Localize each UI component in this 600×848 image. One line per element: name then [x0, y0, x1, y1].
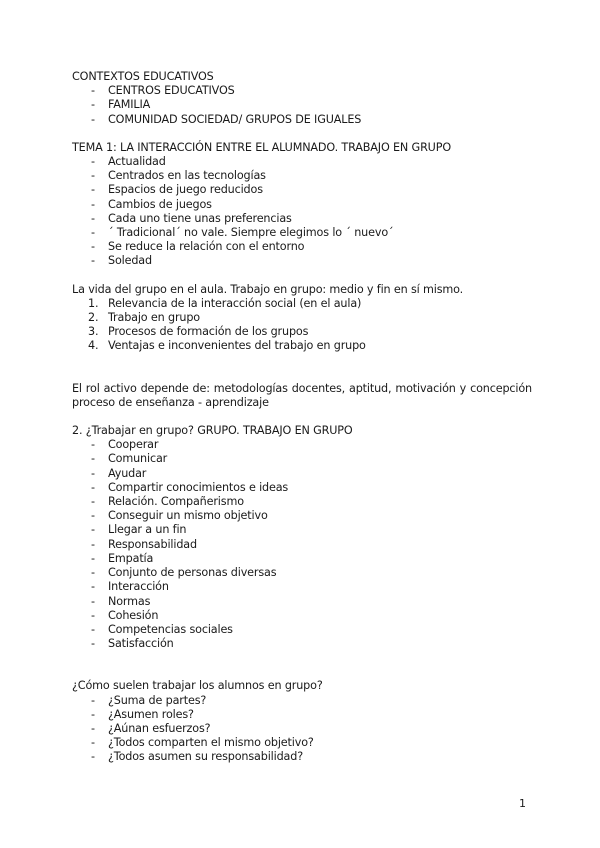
list-item: - ¿Asumen roles?: [72, 708, 532, 722]
section-heading-como: ¿Cómo suelen trabajar los alumnos en grupo?: [72, 679, 323, 693]
vida-numbered-list: [72, 297, 532, 354]
como-list: [72, 694, 532, 765]
list-item: - Centrados en las tecnologías: [72, 169, 532, 183]
list-item: - Cohesión: [72, 609, 532, 623]
tema1-list: [72, 155, 532, 269]
section-heading-contextos: CONTEXTOS EDUCATIVOS: [72, 70, 214, 83]
list-item: 3. Procesos de formación de los grupos: [88, 325, 309, 339]
page-number: 1: [519, 797, 526, 810]
list-item: - Interacción: [72, 580, 532, 594]
list-item: - Llegar a un fin: [72, 523, 532, 537]
list-item: - Espacios de juego reducidos: [72, 183, 532, 197]
list-item: - Empatía: [72, 552, 532, 566]
list-item: - Soledad: [72, 254, 532, 268]
list-item: - Compartir conocimientos e ideas: [72, 481, 532, 495]
list-item: - Competencias sociales: [72, 623, 532, 637]
list-item: - Cada uno tiene unas preferencias: [72, 212, 532, 226]
list-item: - Cooperar: [72, 438, 532, 452]
list-item: - Ayudar: [72, 467, 532, 481]
list-item: - ¿Suma de partes?: [72, 694, 532, 708]
list-item: - CENTROS EDUCATIVOS: [72, 84, 532, 98]
contextos-list: [72, 84, 532, 127]
list-item: - ¿Todos asumen su responsabilidad?: [72, 750, 532, 764]
list-item: - Satisfacción: [72, 637, 532, 651]
list-item: - FAMILIA: [72, 98, 532, 112]
trabajar-list: [72, 438, 532, 651]
list-item: 2. Trabajo en grupo: [88, 311, 200, 325]
list-item: - Se reduce la relación con el entorno: [72, 240, 532, 254]
list-item: - ¿Aúnan esfuerzos?: [72, 722, 532, 736]
list-item: - Actualidad: [72, 155, 532, 169]
list-item: - Relación. Compañerismo: [72, 495, 532, 509]
list-item: 4. Ventajas e inconvenientes del trabajo en grupo: [88, 339, 366, 353]
list-item: - Normas: [72, 595, 532, 609]
rol-paragraph: El rol activo depende de: metodologías docentes, aptitud, motivación y concepción proceso de enseñanza - aprendizaje: [72, 381, 532, 409]
section-heading-trabajar: 2. ¿Trabajar en grupo? GRUPO. TRABAJO EN GRUPO: [72, 424, 353, 438]
list-item: - Cambios de juegos: [72, 198, 532, 212]
section-heading-vida: La vida del grupo en el aula. Trabajo en grupo: medio y fin en sí mismo.: [72, 282, 464, 296]
list-item: - COMUNIDAD SOCIEDAD/ GRUPOS DE IGUALES: [72, 113, 532, 127]
list-item: 1. Relevancia de la interacción social (en el aula): [88, 296, 362, 310]
list-item: - ´ Tradicional´ no vale. Siempre elegimos lo ´ nuevo´: [72, 226, 532, 240]
list-item: - Responsabilidad: [72, 538, 532, 552]
list-item: - Conseguir un mismo objetivo: [72, 509, 532, 523]
list-item: - Conjunto de personas diversas: [72, 566, 532, 580]
list-item: - Comunicar: [72, 452, 532, 466]
document-body: [72, 70, 532, 765]
section-heading-tema1: TEMA 1: LA INTERACCIÓN ENTRE EL ALUMNADO. TRABAJO EN GRUPO: [72, 140, 451, 154]
list-item: - ¿Todos comparten el mismo objetivo?: [72, 736, 532, 750]
